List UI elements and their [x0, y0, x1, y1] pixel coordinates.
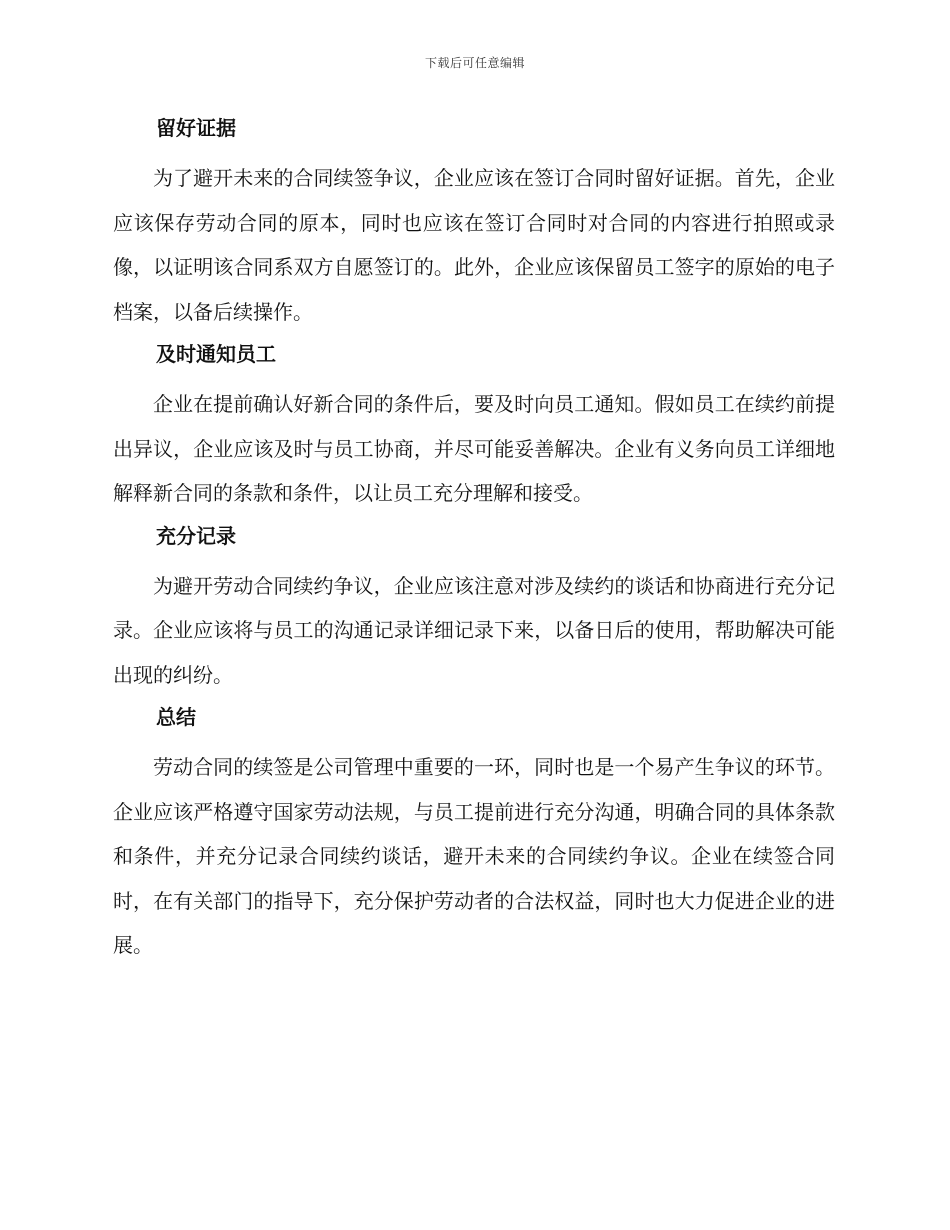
section-paragraph: 企业在提前确认好新合同的条件后，要及时向员工通知。假如员工在续约前提出异议，企业应该及时与员工协商，并尽可能妥善解决。企业有义务向员工详细地解释新合同的条款和条件，以让员工充分理解和接受。: [113, 392, 835, 505]
section-evidence: [113, 114, 835, 334]
section-heading: 充分记录: [156, 523, 236, 548]
section-records: [113, 522, 835, 698]
document-body: [113, 110, 835, 974]
page-header: 下载后可任意编辑: [424, 56, 525, 70]
section-paragraph: 为避开劳动合同续约争议，企业应该注意对涉及续约的谈话和协商进行充分记录。企业应该将与员工的沟通记录详细记录下来，以备日后的使用，帮助解决可能出现的纠纷。: [113, 573, 835, 687]
section-summary: [113, 703, 835, 968]
section-heading: 及时通知员工: [156, 342, 276, 366]
section-paragraph: 劳动合同的续签是公司管理中重要的一环，同时也是一个易产生争议的环节。企业应该严格遵守国家劳动法规，与员工提前进行充分沟通，明确合同的具体条款和条件，并充分记录合同续约谈话，避开未来的合同续约争议。企业在续签合同时，在有关部门的指导下，充分保护劳动者的合法权益，同时也大力促进企业的进展。: [113, 755, 835, 957]
section-notify-employees: [113, 340, 835, 516]
section-heading: 留好证据: [156, 116, 236, 140]
section-heading: 总结: [156, 705, 196, 729]
section-paragraph: 为了避开未来的合同续签争议，企业应该在签订合同时留好证据。首先，企业应该保存劳动合同的原本，同时也应该在签订合同时对合同的内容进行拍照或录像，以证明该合同系双方自愿签订的。此外，企业应该保留员工签字的原始的电子档案，以备后续操作。: [113, 166, 835, 324]
